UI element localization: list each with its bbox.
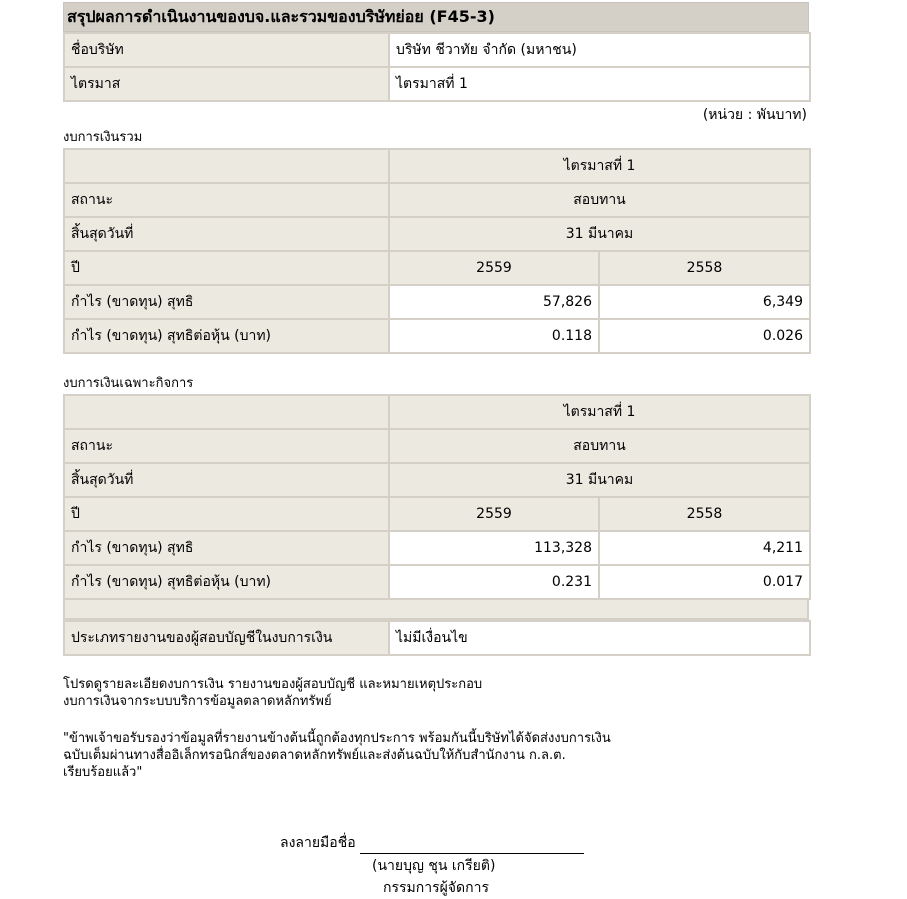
eps-label: กำไร (ขาดทุน) สุทธิต่อหุ้น (บาท) [64,565,389,599]
end-date-value: 31 มีนาคม [389,463,810,497]
table-row [64,285,810,319]
audit-row [64,621,810,655]
table-row [64,319,810,353]
eps-current: 0.118 [389,319,599,353]
certification-line: ฉบับเต็มผ่านทางสื่ออิเล็กทรอนิกส์ของตลาดหลักทรัพย์และส่งต้นฉบับให้กับสำนักงาน ก.ล.ต. [63,748,566,763]
signature-block [280,832,584,854]
eps-previous: 0.026 [599,319,810,353]
company-label: ชื่อบริษัท [64,33,389,67]
net-profit-label: กำไร (ขาดทุน) สุทธิ [64,531,389,565]
net-profit-current: 113,328 [389,531,599,565]
company-row [64,33,810,67]
table-row [64,251,810,285]
note-line: โปรดดูรายละเอียดงบการเงิน รายงานของผู้สอบบัญชี และหมายเหตุประกอบ [63,677,483,692]
net-profit-current: 57,826 [389,285,599,319]
table-row [64,149,810,183]
end-date-value: 31 มีนาคม [389,217,810,251]
table-row [64,531,810,565]
unit-note: (หน่วย : พันบาท) [702,107,807,123]
signer-name: (นายบุญ ชุน เกรียติ) [372,858,496,874]
audit-report-label: ประเภทรายงานของผู้สอบบัญชีในงบการเงิน [64,621,389,655]
report-title: สรุปผลการดำเนินงานของบจ.และรวมของบริษัทย่อย (F45-3) [63,2,809,32]
separate-table [63,394,811,600]
period-header: ไตรมาสที่ 1 [389,395,810,429]
table-row [64,183,810,217]
note-line: งบการเงินจากระบบบริการข้อมูลตลาดหลักทรัพย์ [63,694,332,709]
eps-label: กำไร (ขาดทุน) สุทธิต่อหุ้น (บาท) [64,319,389,353]
period-header: ไตรมาสที่ 1 [389,149,810,183]
report-container [63,2,809,781]
spacer [63,710,809,730]
status-value: สอบทาน [389,429,810,463]
table-row [64,217,810,251]
year-current: 2559 [389,251,599,285]
quarter-label: ไตรมาส [64,67,389,101]
separate-section-label: งบการเงินเฉพาะกิจการ [63,376,194,391]
table-row [64,463,810,497]
status-label: สถานะ [64,429,389,463]
quarter-value: ไตรมาสที่ 1 [389,67,810,101]
net-profit-label: กำไร (ขาดทุน) สุทธิ [64,285,389,319]
net-profit-previous: 4,211 [599,531,810,565]
divider-strip [63,600,809,620]
status-label: สถานะ [64,183,389,217]
end-date-label: สิ้นสุดวันที่ [64,463,389,497]
company-value: บริษัท ชีวาทัย จำกัด (มหาชน) [389,33,810,67]
table-row [64,429,810,463]
consolidated-section-label: งบการเงินรวม [63,130,143,145]
certification-line: เรียบร้อยแล้ว" [63,765,143,780]
spacer [63,656,809,676]
year-label: ปี [64,251,389,285]
eps-current: 0.231 [389,565,599,599]
year-current: 2559 [389,497,599,531]
year-previous: 2558 [599,497,810,531]
year-previous: 2558 [599,251,810,285]
spacer [63,354,809,374]
status-value: สอบทาน [389,183,810,217]
year-label: ปี [64,497,389,531]
signer-position: กรรมการผู้จัดการ [383,880,489,896]
audit-report-value: ไม่มีเงื่อนไข [389,621,810,655]
quarter-row [64,67,810,101]
company-info-table [63,32,811,102]
audit-table [63,620,811,656]
consolidated-table [63,148,811,354]
signature-label: ลงลายมือชื่อ [280,835,356,851]
signature-line [360,839,584,854]
end-date-label: สิ้นสุดวันที่ [64,217,389,251]
table-row [64,497,810,531]
table-row [64,395,810,429]
net-profit-previous: 6,349 [599,285,810,319]
eps-previous: 0.017 [599,565,810,599]
certification-line: "ข้าพเจ้าขอรับรองว่าข้อมูลที่รายงานข้างต้นนี้ถูกต้องทุกประการ พร้อมกันนี้บริษัทได้จัดส่งงบการเงิน [63,731,611,746]
table-row [64,565,810,599]
